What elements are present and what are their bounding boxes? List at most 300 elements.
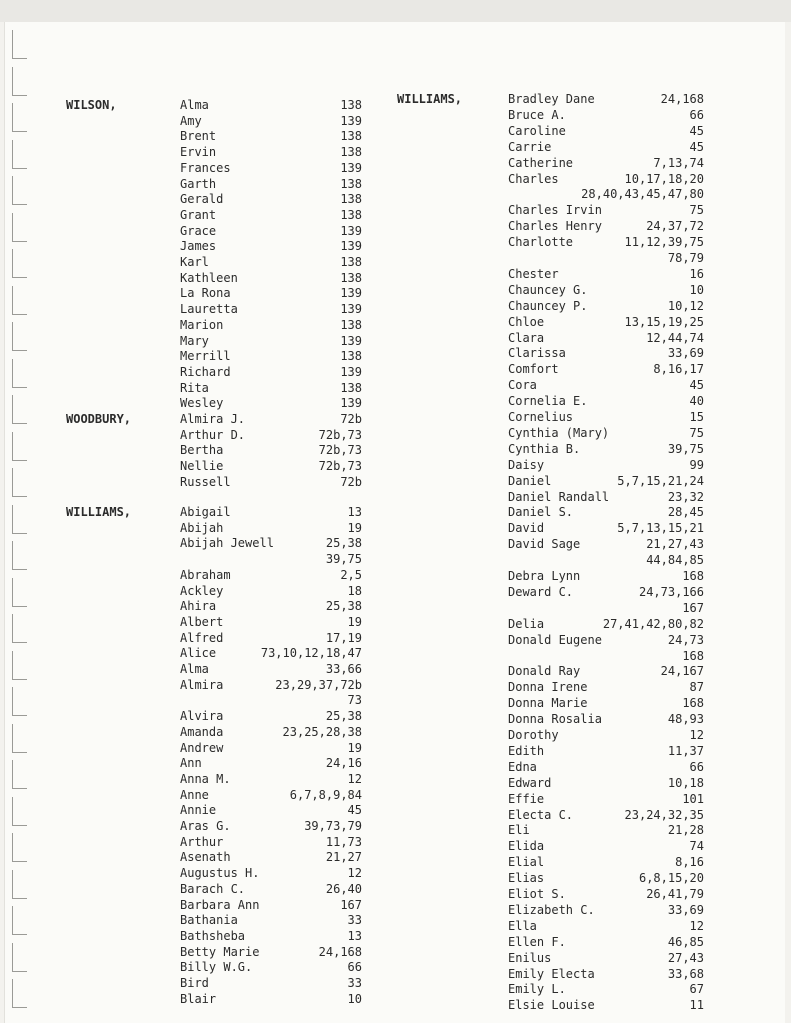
- page-refs: 101: [682, 791, 704, 806]
- index-entry: [508, 617, 704, 632]
- given-name: David: [508, 521, 545, 536]
- index-entry: [508, 267, 704, 282]
- given-name: Deward C.: [508, 584, 574, 599]
- index-entry: [508, 680, 704, 695]
- given-name: Electa C.: [508, 807, 574, 822]
- given-name: Cornelia E.: [508, 394, 588, 409]
- binder-ring-mark: [12, 322, 27, 351]
- given-name: Arthur D.: [180, 427, 246, 442]
- index-entry: [508, 521, 704, 536]
- page-refs: 25,38: [325, 599, 362, 614]
- index-entry: [180, 992, 362, 1007]
- given-name: Augustus H.: [180, 866, 260, 881]
- page-refs: 12: [689, 918, 704, 933]
- index-entry: [508, 346, 704, 361]
- given-name: Ahira: [180, 599, 217, 614]
- index-entry: [508, 505, 704, 520]
- given-name: Nellie: [180, 459, 224, 474]
- index-entry: [180, 505, 362, 520]
- given-name: James: [180, 239, 217, 254]
- binder-ring-mark: [12, 651, 27, 680]
- given-name: Wesley: [180, 396, 224, 411]
- page-refs: 19: [347, 520, 362, 535]
- given-name: Comfort: [508, 362, 559, 377]
- given-name: Bathania: [180, 913, 238, 928]
- given-name: Edna: [508, 759, 537, 774]
- index-entry: [180, 302, 362, 317]
- given-name: Billy W.G.: [180, 960, 253, 975]
- given-name: Ann: [180, 756, 202, 771]
- index-entry: [180, 850, 362, 865]
- given-name: Emily L.: [508, 982, 566, 997]
- index-entry: [508, 744, 704, 759]
- page-refs: 138: [340, 192, 362, 207]
- given-name: Anne: [180, 787, 209, 802]
- binder-ring-mark: [12, 614, 27, 643]
- given-name: Bertha: [180, 443, 224, 458]
- page-refs: 138: [340, 255, 362, 269]
- given-name: Rita: [180, 380, 209, 395]
- page-refs: 33: [347, 913, 362, 928]
- index-entry: [508, 140, 704, 155]
- given-name: Arthur: [180, 834, 224, 849]
- index-entry: [180, 208, 362, 223]
- given-name: Asenath: [180, 850, 231, 865]
- index-entry: [508, 982, 704, 997]
- page-refs: 18: [347, 583, 362, 598]
- index-entry: [180, 709, 362, 724]
- page-refs: 6,7,8,9,84: [289, 787, 362, 802]
- page-refs: 19: [347, 740, 362, 755]
- index-entry: [180, 98, 362, 113]
- given-name: Alma: [180, 662, 209, 676]
- page-refs: 139: [340, 364, 362, 379]
- page-refs: 72b,73: [318, 459, 362, 474]
- index-entry: [508, 426, 704, 441]
- page-refs: 139: [340, 302, 362, 317]
- page-refs: 21,28: [667, 823, 704, 838]
- binder-ring-mark: [12, 359, 27, 388]
- index-entry: [180, 145, 362, 160]
- index-entry: [180, 521, 362, 536]
- page-refs: 24,168: [318, 944, 362, 959]
- page-refs: 12: [347, 771, 362, 786]
- page-refs: 139: [340, 113, 362, 128]
- index-entry: [180, 772, 362, 787]
- page-refs: 10,17,18,20: [624, 171, 704, 186]
- page-refs: 13,15,19,25: [624, 314, 704, 329]
- given-name: Frances: [180, 160, 231, 175]
- given-name: Kathleen: [180, 270, 238, 285]
- page-refs: 168: [682, 696, 704, 711]
- index-entry: [180, 568, 362, 583]
- index-entry: [508, 887, 704, 902]
- given-name: Daniel S.: [508, 505, 574, 520]
- page-refs-continued: 28,40,43,45,47,80: [581, 187, 704, 202]
- index-entry: [508, 903, 704, 918]
- index-entry: [180, 662, 362, 677]
- page-refs: 138: [340, 270, 362, 285]
- scan-top-margin: [0, 0, 791, 22]
- index-entry: [508, 919, 704, 934]
- page-refs: 13: [347, 505, 362, 519]
- page-refs: 11,12,39,75: [624, 235, 704, 250]
- index-entry: [508, 808, 704, 823]
- index-entry: [508, 315, 704, 330]
- page-refs: 138: [340, 317, 362, 332]
- binder-ring-mark: [12, 30, 27, 59]
- page-refs: 6,8,15,20: [638, 871, 704, 886]
- page-refs: 24,16: [325, 756, 362, 771]
- given-name: Alice: [180, 646, 217, 661]
- page-refs: 15: [689, 410, 704, 424]
- index-entry: [508, 362, 704, 377]
- index-entry: [180, 960, 362, 975]
- binder-ring-mark: [12, 140, 27, 169]
- given-name: Grace: [180, 223, 217, 238]
- index-entry: [180, 756, 362, 771]
- page-refs: 45: [347, 803, 362, 818]
- index-entry: [180, 913, 362, 928]
- index-entry: [508, 823, 704, 838]
- given-name: Karl: [180, 255, 209, 269]
- given-name: Daisy: [508, 457, 545, 472]
- given-name: Abijah: [180, 520, 224, 535]
- given-name: Edward: [508, 775, 552, 790]
- index-entry: [508, 299, 704, 314]
- page-refs: 24,168: [660, 92, 704, 106]
- index-entry: [508, 712, 704, 727]
- index-entry: [508, 378, 704, 393]
- index-entry: [180, 177, 362, 192]
- given-name: Amanda: [180, 724, 224, 739]
- index-entry: [180, 741, 362, 756]
- page-refs: 23,24,32,35: [624, 807, 704, 822]
- index-entry: [180, 929, 362, 944]
- page-refs: 72b: [340, 412, 362, 426]
- index-entry: [180, 725, 362, 740]
- index-entry: [180, 318, 362, 333]
- page-refs: 11: [689, 998, 704, 1013]
- index-entry: [508, 855, 704, 870]
- given-name: Charles: [508, 171, 559, 186]
- given-name: Daniel Randall: [508, 489, 610, 504]
- given-name: Barach C.: [180, 881, 246, 896]
- given-name: Cynthia (Mary): [508, 425, 610, 440]
- page-refs: 138: [340, 98, 362, 112]
- given-name: Elias: [508, 871, 545, 886]
- page-refs: 45: [689, 139, 704, 154]
- page-refs: 39,73,79: [304, 819, 362, 833]
- index-entry: [508, 124, 704, 139]
- surname-heading: WILLIAMS,: [66, 505, 132, 519]
- index-entry: [180, 536, 362, 551]
- binder-ring-mark: [12, 176, 27, 205]
- given-name: La Rona: [180, 286, 231, 301]
- page-refs: 16: [689, 266, 704, 281]
- binder-ring-mark: [12, 906, 27, 935]
- page-refs: 66: [689, 107, 704, 122]
- given-name: Lauretta: [180, 302, 238, 317]
- index-entry: [180, 866, 362, 881]
- given-name: Ervin: [180, 145, 217, 160]
- index-entry: [180, 396, 362, 411]
- page-refs: 5,7,15,21,24: [617, 473, 704, 488]
- index-entry: [180, 631, 362, 646]
- page-refs: 33,69: [667, 902, 704, 917]
- page-refs: 12,44,74: [646, 330, 704, 345]
- given-name: Edith: [508, 743, 545, 758]
- index-entry: [180, 286, 362, 301]
- binder-ring-mark: [12, 213, 27, 242]
- given-name: Bathsheba: [180, 928, 246, 943]
- page-refs: 75: [689, 203, 704, 218]
- given-name: Chloe: [508, 314, 545, 329]
- page-refs: 138: [340, 145, 362, 160]
- page-refs: 10,12: [667, 298, 704, 313]
- page-refs: 12: [689, 728, 704, 742]
- index-entry: [180, 224, 362, 239]
- given-name: Elida: [508, 839, 545, 854]
- index-entry: [508, 108, 704, 123]
- page-refs-continued: 44,84,85: [646, 553, 704, 568]
- index-entry: [180, 192, 362, 207]
- page-refs: 10: [347, 991, 362, 1006]
- page-refs: 33,68: [667, 966, 704, 981]
- index-entry: [180, 129, 362, 144]
- page-refs: 67: [689, 982, 704, 997]
- given-name: Brent: [180, 129, 217, 144]
- given-name: Enilus: [508, 950, 552, 965]
- page-refs: 19: [347, 614, 362, 629]
- page-refs: 2,5: [340, 567, 362, 582]
- given-name: Merrill: [180, 349, 231, 364]
- page-refs: 168: [682, 569, 704, 583]
- index-entry: [180, 428, 362, 443]
- page-refs: 23,25,28,38: [282, 724, 362, 739]
- given-name: Andrew: [180, 740, 224, 755]
- given-name: Clarissa: [508, 346, 566, 361]
- index-entry: [508, 92, 704, 107]
- page-refs: 48,93: [667, 712, 704, 727]
- page-refs: 72b: [340, 474, 362, 489]
- given-name: Donna Marie: [508, 696, 588, 711]
- index-entry: [180, 678, 362, 693]
- index-entry: [508, 776, 704, 791]
- index-entry: [508, 998, 704, 1013]
- given-name: Bruce A.: [508, 107, 566, 122]
- page-refs: 27,41,42,80,82: [602, 616, 704, 631]
- given-name: Carrie: [508, 139, 552, 154]
- page-refs: 39,75: [667, 441, 704, 456]
- binder-ring-mark: [12, 578, 27, 607]
- index-entry: [508, 951, 704, 966]
- given-name: Eli: [508, 823, 530, 838]
- given-name: Cora: [508, 378, 537, 393]
- given-name: Bird: [180, 976, 209, 990]
- page-refs: 139: [340, 239, 362, 254]
- page-refs: 46,85: [667, 934, 704, 949]
- given-name: Alvira: [180, 709, 224, 724]
- page-refs: 24,73,166: [638, 584, 704, 599]
- given-name: Cornelius: [508, 410, 574, 424]
- page-refs: 138: [340, 380, 362, 395]
- page-refs: 10: [689, 282, 704, 297]
- binder-ring-mark: [12, 979, 27, 1008]
- binder-ring-mark: [12, 760, 27, 789]
- index-entry: [508, 172, 704, 187]
- index-entry: [180, 255, 362, 270]
- page-refs: 75: [689, 425, 704, 440]
- index-entry: [508, 664, 704, 679]
- given-name: Chauncey G.: [508, 282, 588, 297]
- index-entry: [180, 475, 362, 490]
- page-refs-continued: 167: [682, 600, 704, 615]
- binder-ring-mark: [12, 724, 27, 753]
- given-name: Abraham: [180, 567, 231, 582]
- given-name: Cynthia B.: [508, 441, 581, 456]
- page-refs: 23,32: [667, 489, 704, 504]
- given-name: Chester: [508, 266, 559, 281]
- given-name: Russell: [180, 474, 231, 489]
- given-name: Donald Ray: [508, 664, 581, 679]
- given-name: Anna M.: [180, 771, 231, 786]
- given-name: Gerald: [180, 192, 224, 207]
- page-refs: 40: [689, 394, 704, 409]
- given-name: Marion: [180, 317, 224, 332]
- given-name: Ackley: [180, 583, 224, 598]
- page-refs: 72b,73: [318, 443, 362, 458]
- index-entry: [508, 935, 704, 950]
- given-name: Catherine: [508, 155, 574, 170]
- given-name: Delia: [508, 616, 545, 631]
- index-entry: [508, 871, 704, 886]
- index-entry: [508, 442, 704, 457]
- given-name: Elial: [508, 855, 545, 870]
- index-entry: [180, 803, 362, 818]
- page-refs: 167: [340, 897, 362, 912]
- binder-ring-mark: [12, 67, 27, 96]
- index-entry: [180, 646, 362, 661]
- page-refs: 8,16: [675, 855, 704, 870]
- given-name: Dorothy: [508, 728, 559, 742]
- page-refs: 66: [689, 759, 704, 774]
- page-refs: 11,73: [325, 834, 362, 849]
- index-entry: [508, 331, 704, 346]
- index-entry: [508, 585, 704, 600]
- page-refs: 138: [340, 207, 362, 222]
- page-refs: 139: [340, 223, 362, 238]
- binder-ring-mark: [12, 505, 27, 534]
- index-entry: [180, 334, 362, 349]
- given-name: Barbara Ann: [180, 897, 260, 912]
- page-refs: 26,41,79: [646, 887, 704, 901]
- index-entry: [508, 474, 704, 489]
- given-name: Charlotte: [508, 235, 574, 250]
- page-refs: 5,7,13,15,21: [617, 521, 704, 536]
- index-entry: [180, 819, 362, 834]
- index-entry: [508, 839, 704, 854]
- page-refs: 99: [689, 457, 704, 472]
- index-entry: [180, 239, 362, 254]
- index-entry: [180, 788, 362, 803]
- page-refs: 27,43: [667, 950, 704, 965]
- given-name: Amy: [180, 113, 202, 128]
- page-refs: 21,27: [325, 850, 362, 865]
- given-name: Betty Marie: [180, 944, 260, 959]
- page-refs: 23,29,37,72b: [275, 677, 362, 692]
- index-entry: [180, 882, 362, 897]
- binder-ring-mark: [12, 103, 27, 132]
- index-entry: [180, 114, 362, 129]
- given-name: Effie: [508, 791, 545, 806]
- page-refs-continued: 39,75: [325, 552, 362, 567]
- binder-ring-mark: [12, 541, 27, 570]
- given-name: Garth: [180, 176, 217, 191]
- page-refs: 72b,73: [318, 427, 362, 442]
- page-refs: 24,73: [667, 632, 704, 647]
- index-entry: [508, 967, 704, 982]
- given-name: Blair: [180, 991, 217, 1006]
- page-refs: 25,38: [325, 536, 362, 551]
- binder-ring-mark: [12, 286, 27, 315]
- given-name: Annie: [180, 803, 217, 818]
- given-name: David Sage: [508, 537, 581, 552]
- page-refs: 33,66: [325, 662, 362, 676]
- binder-ring-mark: [12, 468, 27, 497]
- index-entry: [508, 394, 704, 409]
- binder-ring-mark: [12, 870, 27, 899]
- index-entry: [508, 283, 704, 298]
- given-name: Almira: [180, 677, 224, 692]
- given-name: Ella: [508, 918, 537, 933]
- index-entry: [508, 490, 704, 505]
- index-entry: [180, 349, 362, 364]
- index-entry: [508, 760, 704, 775]
- given-name: Debra Lynn: [508, 569, 581, 583]
- index-entry: [180, 898, 362, 913]
- page-refs: 73,10,12,18,47: [260, 646, 362, 661]
- given-name: Alfred: [180, 630, 224, 645]
- index-entry: [180, 459, 362, 474]
- binder-ring-mark: [12, 943, 27, 972]
- page-refs: 24,167: [660, 664, 704, 679]
- binder-ring-mark: [12, 249, 27, 278]
- index-entry: [508, 728, 704, 743]
- given-name: Donald Eugene: [508, 632, 602, 647]
- given-name: Alma: [180, 98, 209, 112]
- page-refs: 33,69: [667, 346, 704, 361]
- page-refs: 66: [347, 960, 362, 975]
- page-refs: 33: [347, 976, 362, 990]
- binder-ring-mark: [12, 395, 27, 424]
- index-entry: [508, 235, 704, 250]
- index-entry: [180, 161, 362, 176]
- index-entry: [180, 412, 362, 427]
- binder-ring-mark: [12, 687, 27, 716]
- surname-heading: WILSON,: [66, 98, 117, 112]
- binder-ring-marks: [6, 30, 30, 1020]
- index-entry: [508, 569, 704, 584]
- page-refs: 87: [689, 680, 704, 695]
- given-name: Emily Electa: [508, 966, 595, 981]
- binder-ring-mark: [12, 833, 27, 862]
- given-name: Clara: [508, 330, 545, 345]
- index-entry: [508, 219, 704, 234]
- index-entry: [180, 584, 362, 599]
- index-entry: [180, 835, 362, 850]
- given-name: Mary: [180, 333, 209, 348]
